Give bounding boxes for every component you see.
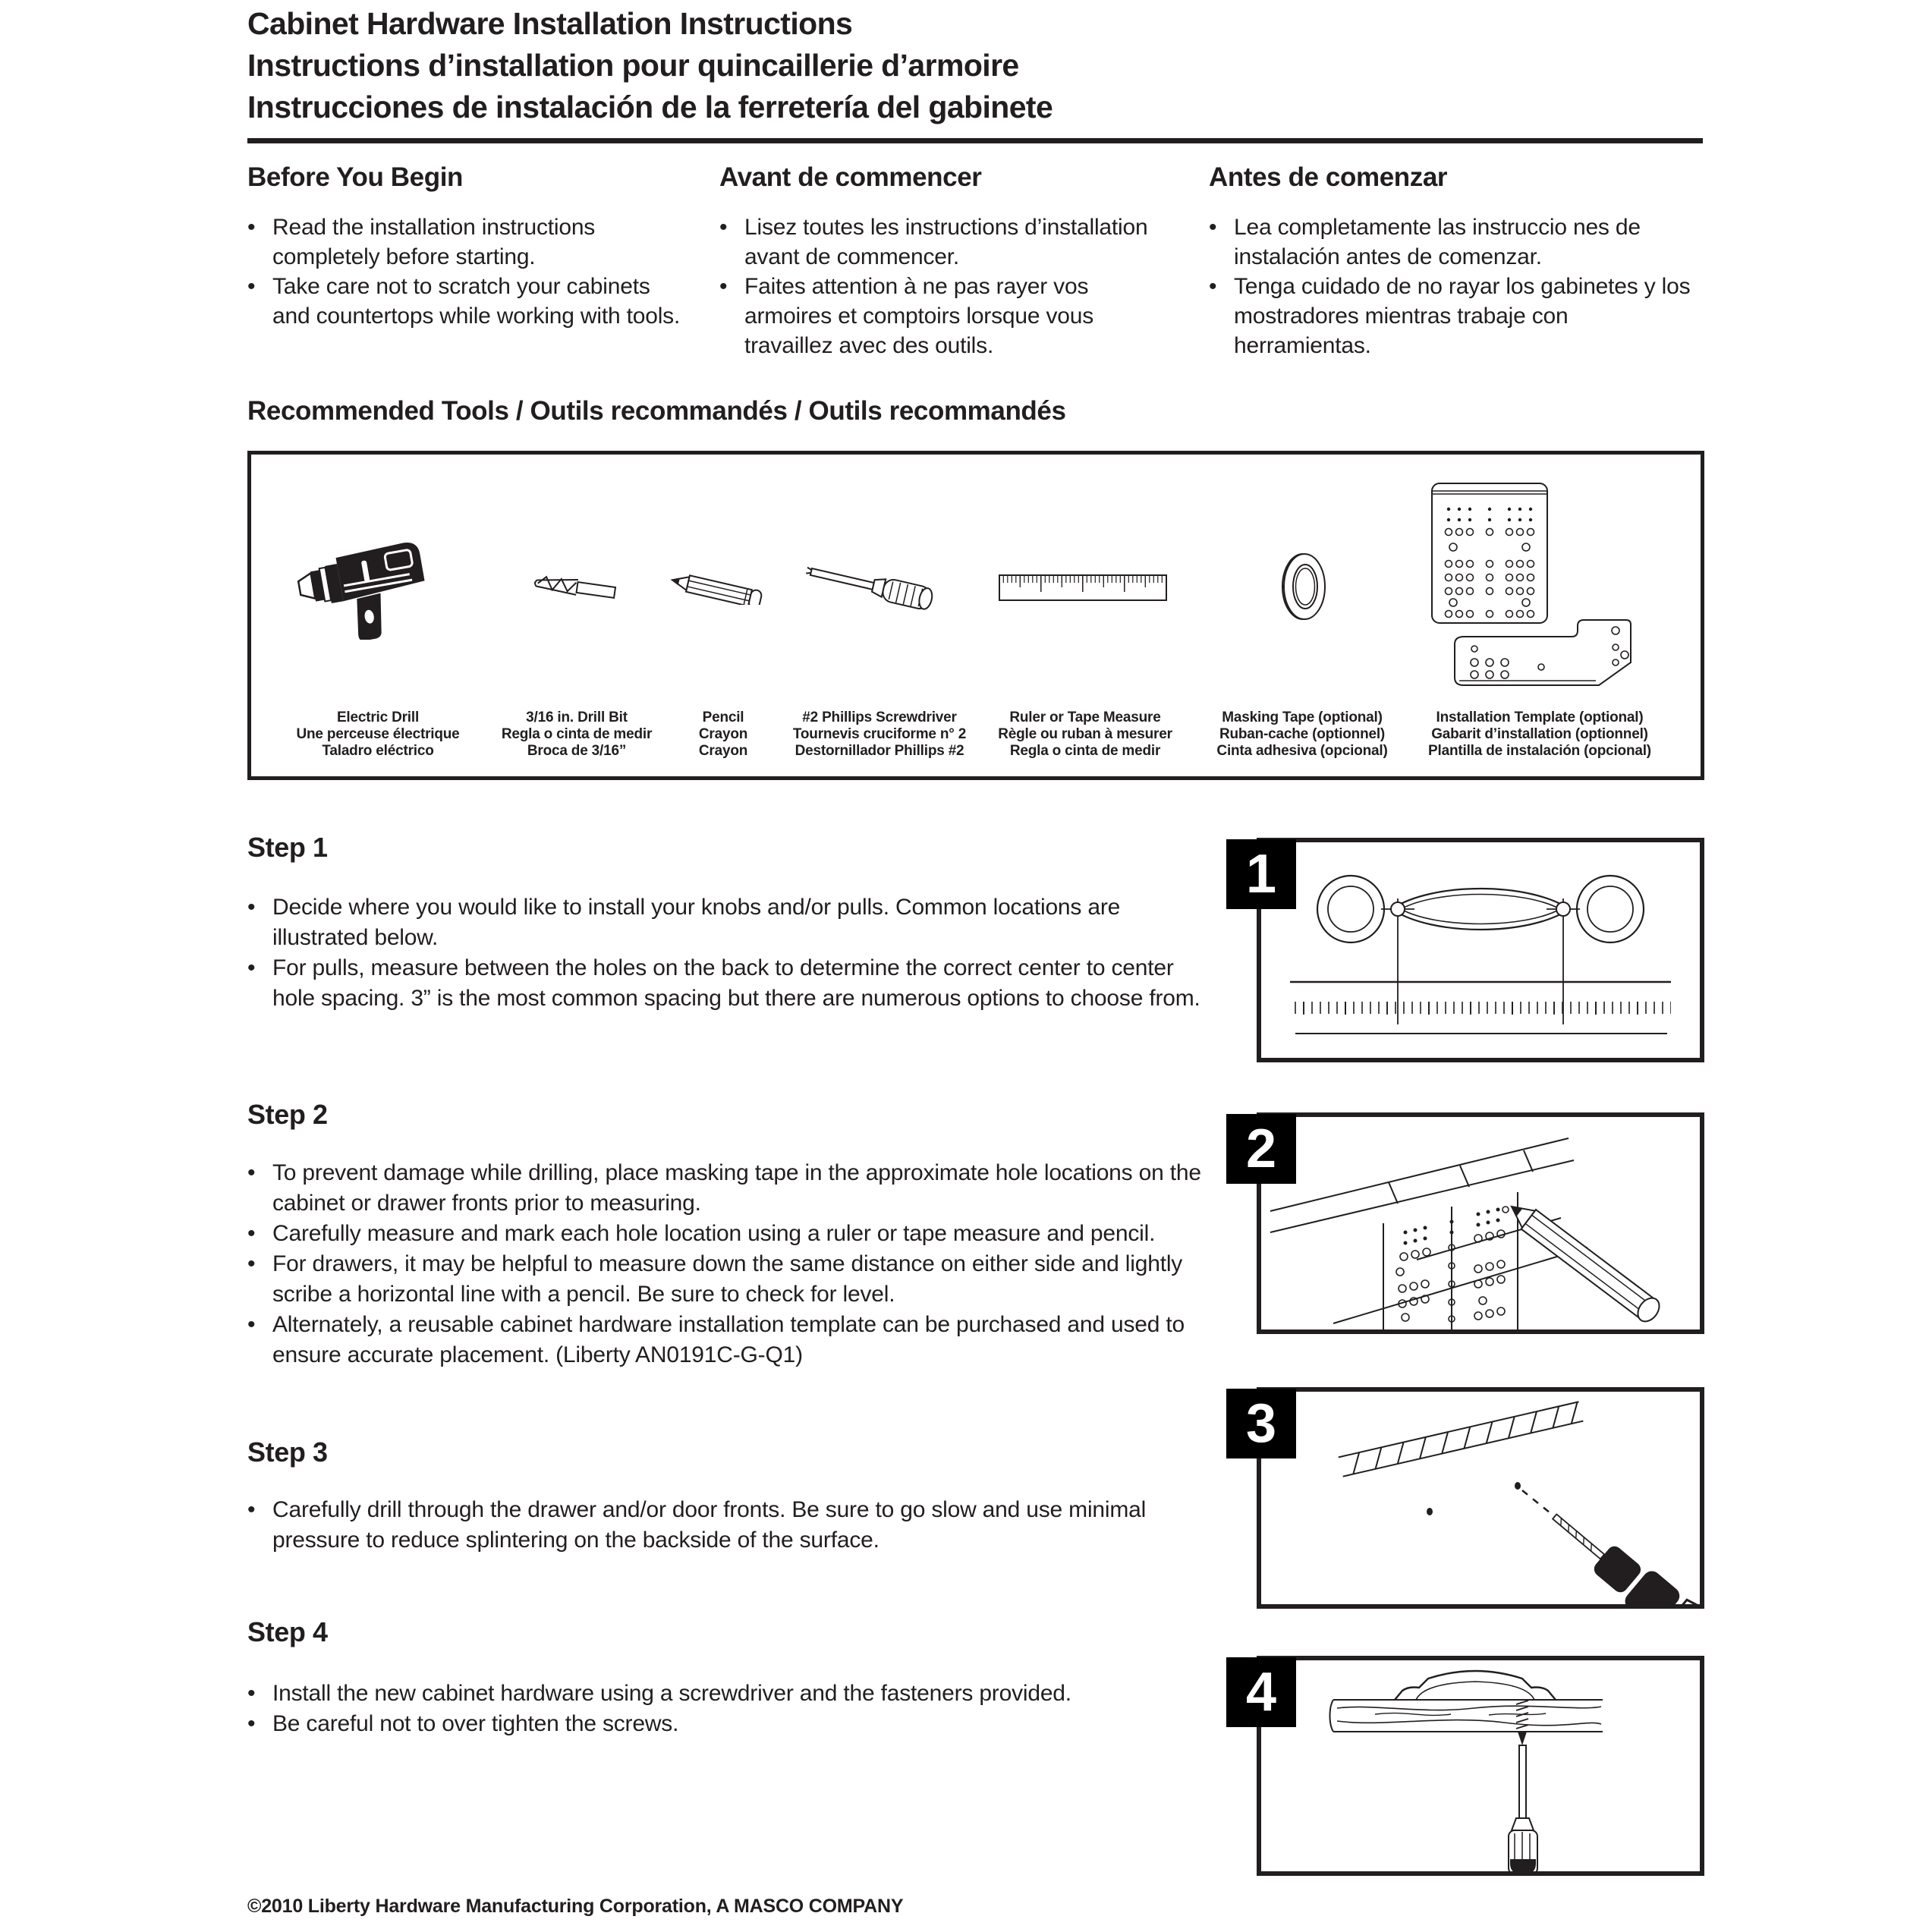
intro-column-fr xyxy=(719,162,1175,360)
bullet-text: Tenga cuidado de no rayar los gabinetes y los mostradores mientras trabaje con herramientas. xyxy=(1234,274,1691,358)
copyright-footer: ©2010 Liberty Hardware Manufacturing Corporation, A MASCO COMPANY xyxy=(247,1896,904,1917)
step1-number-badge: 1 xyxy=(1226,839,1296,909)
bullet-text: Lea completamente las instruccio nes de instalación antes de comenzar. xyxy=(1234,215,1641,269)
step2-number-badge: 2 xyxy=(1226,1114,1296,1184)
bullet-item xyxy=(247,212,691,272)
step1-pull-ruler-illustration xyxy=(1261,842,1700,1058)
tools-box xyxy=(247,451,1704,780)
tool-label-ruler: Ruler or Tape Measure Règle ou ruban à mesurer Regla o cinta de medir xyxy=(998,710,1172,759)
bullet-dot: • xyxy=(247,274,256,299)
bullet-dot: • xyxy=(719,215,728,240)
bullet-dot: • xyxy=(719,274,728,299)
bullet-dot: • xyxy=(1209,215,1217,240)
step4-bullets xyxy=(247,1679,1211,1739)
step1-figure-box xyxy=(1245,838,1704,1062)
page-title xyxy=(247,3,1053,128)
bullet-text: Alternately, a reusable cabinet hardware installation template can be purchased and used to ensure accurate placement. (Liberty AN0191C-G-Q1) xyxy=(272,1312,1185,1367)
bullet-dot: • xyxy=(247,1312,256,1337)
bullet-item xyxy=(247,272,691,331)
tool-label-drill-bit: 3/16 in. Drill Bit Regla o cinta de medir Broca de 3/16” xyxy=(501,710,653,759)
intro-heading-en: Before You Begin xyxy=(247,162,464,192)
tool-label-masking-tape: Masking Tape (optional) Ruban-cache (optionnel) Cinta adhesiva (opcional) xyxy=(1216,710,1388,759)
electric-drill-icon xyxy=(297,527,448,640)
bullet-text: Decide where you would like to install your knobs and/or pulls. Common locations are illustrated below. xyxy=(272,895,1121,950)
tool-label-template: Installation Template (optional) Gabarit d’installation (optionnel) Plantilla de instalación (opcional) xyxy=(1428,710,1651,759)
step3-figure-box xyxy=(1245,1387,1704,1609)
title-divider xyxy=(247,138,1703,143)
tool-label-screwdriver: #2 Phillips Screwdriver Tournevis cruciforme n° 2 Destornillador Phillips #2 xyxy=(792,710,967,759)
bullet-item xyxy=(719,212,1175,272)
step4-heading: Step 4 xyxy=(247,1616,328,1647)
step3-drilling-illustration xyxy=(1261,1392,1700,1604)
masking-tape-icon xyxy=(1274,552,1329,620)
bullet-text: Be careful not to over tighten the screws. xyxy=(272,1711,679,1736)
installation-template-icon xyxy=(1429,480,1650,694)
bullet-item xyxy=(247,892,1211,953)
bullet-text: Lisez toutes les instructions d’installation avant de commencer. xyxy=(744,215,1148,269)
intro-heading-es: Antes de comenzar xyxy=(1209,162,1448,192)
drill-bit-icon xyxy=(533,570,618,603)
bullet-item xyxy=(247,1158,1211,1219)
bullet-text: For drawers, it may be helpful to measure down the same distance on either side and lightly scribe a horizontal line with a pencil. Be sure to check for level. xyxy=(272,1251,1183,1307)
bullet-item xyxy=(719,272,1175,360)
intro-column-es xyxy=(1209,162,1706,360)
pencil-icon xyxy=(670,568,770,605)
bullet-dot: • xyxy=(247,215,256,240)
step3-heading: Step 3 xyxy=(247,1436,328,1468)
bullet-text: Take care not to scratch your cabinets and countertops while working with tools. xyxy=(272,274,681,329)
tool-label-electric-drill: Electric Drill Une perceuse électrique Taladro eléctrico xyxy=(296,710,460,759)
title-line-es: Instrucciones de instalación de la ferretería del gabinete xyxy=(247,90,1053,124)
ruler-icon xyxy=(999,574,1167,602)
bullet-text: To prevent damage while drilling, place masking tape in the approximate hole locations on the cabinet or drawer fronts prior to measuring. xyxy=(272,1160,1201,1216)
bullet-dot: • xyxy=(247,1711,256,1736)
title-line-fr: Instructions d’installation pour quincaillerie d’armoire xyxy=(247,48,1019,83)
bullet-item xyxy=(247,1679,1211,1709)
bullet-item xyxy=(1209,272,1706,360)
bullet-dot: • xyxy=(247,1497,256,1522)
step2-bullets xyxy=(247,1158,1211,1370)
step3-number-badge: 3 xyxy=(1226,1389,1296,1458)
bullet-item xyxy=(1209,212,1706,272)
step1-bullets xyxy=(247,892,1211,1014)
bullet-item xyxy=(247,1219,1211,1249)
bullet-item xyxy=(247,1709,1211,1739)
intro-column-en xyxy=(247,162,691,331)
bullet-text: Carefully measure and mark each hole location using a ruler or tape measure and pencil. xyxy=(272,1221,1156,1246)
bullet-dot: • xyxy=(1209,274,1217,299)
step4-figure-box xyxy=(1245,1656,1704,1876)
bullet-dot: • xyxy=(247,1251,256,1276)
tool-label-pencil: Pencil Crayon Crayon xyxy=(698,710,748,759)
bullet-item xyxy=(247,1495,1211,1556)
bullet-dot: • xyxy=(247,895,256,920)
tools-heading: Recommended Tools / Outils recommandés / Outils recommandés xyxy=(247,396,1066,426)
intro-heading-fr: Avant de commencer xyxy=(719,162,982,192)
step4-screwdriver-illustration xyxy=(1261,1660,1700,1871)
bullet-dot: • xyxy=(247,955,256,980)
step2-figure-box xyxy=(1245,1112,1704,1334)
bullet-item xyxy=(247,1310,1211,1370)
bullet-text: Install the new cabinet hardware using a screwdriver and the fasteners provided. xyxy=(272,1681,1071,1706)
step2-heading: Step 2 xyxy=(247,1099,328,1130)
bullet-item xyxy=(247,1249,1211,1310)
step3-bullets xyxy=(247,1495,1211,1556)
step2-marking-illustration xyxy=(1261,1117,1700,1329)
step1-heading: Step 1 xyxy=(247,832,328,863)
bullet-text: Carefully drill through the drawer and/or door fronts. Be sure to go slow and use minimal pressure to reduce splintering on the backside of the surface. xyxy=(272,1497,1147,1553)
title-line-en: Cabinet Hardware Installation Instructions xyxy=(247,6,853,41)
bullet-dot: • xyxy=(247,1160,256,1185)
bullet-text: For pulls, measure between the holes on the back to determine the correct center to center hole spacing. 3” is the most common spacing but there are numerous options to choose from. xyxy=(272,955,1200,1011)
step4-number-badge: 4 xyxy=(1226,1657,1296,1727)
phillips-screwdriver-icon xyxy=(805,561,949,614)
bullet-dot: • xyxy=(247,1221,256,1246)
bullet-item xyxy=(247,953,1211,1014)
bullet-text: Read the installation instructions completely before starting. xyxy=(272,215,596,269)
bullet-text: Faites attention à ne pas rayer vos armoires et comptoirs lorsque vous travaillez avec des outils. xyxy=(744,274,1094,358)
bullet-dot: • xyxy=(247,1681,256,1706)
